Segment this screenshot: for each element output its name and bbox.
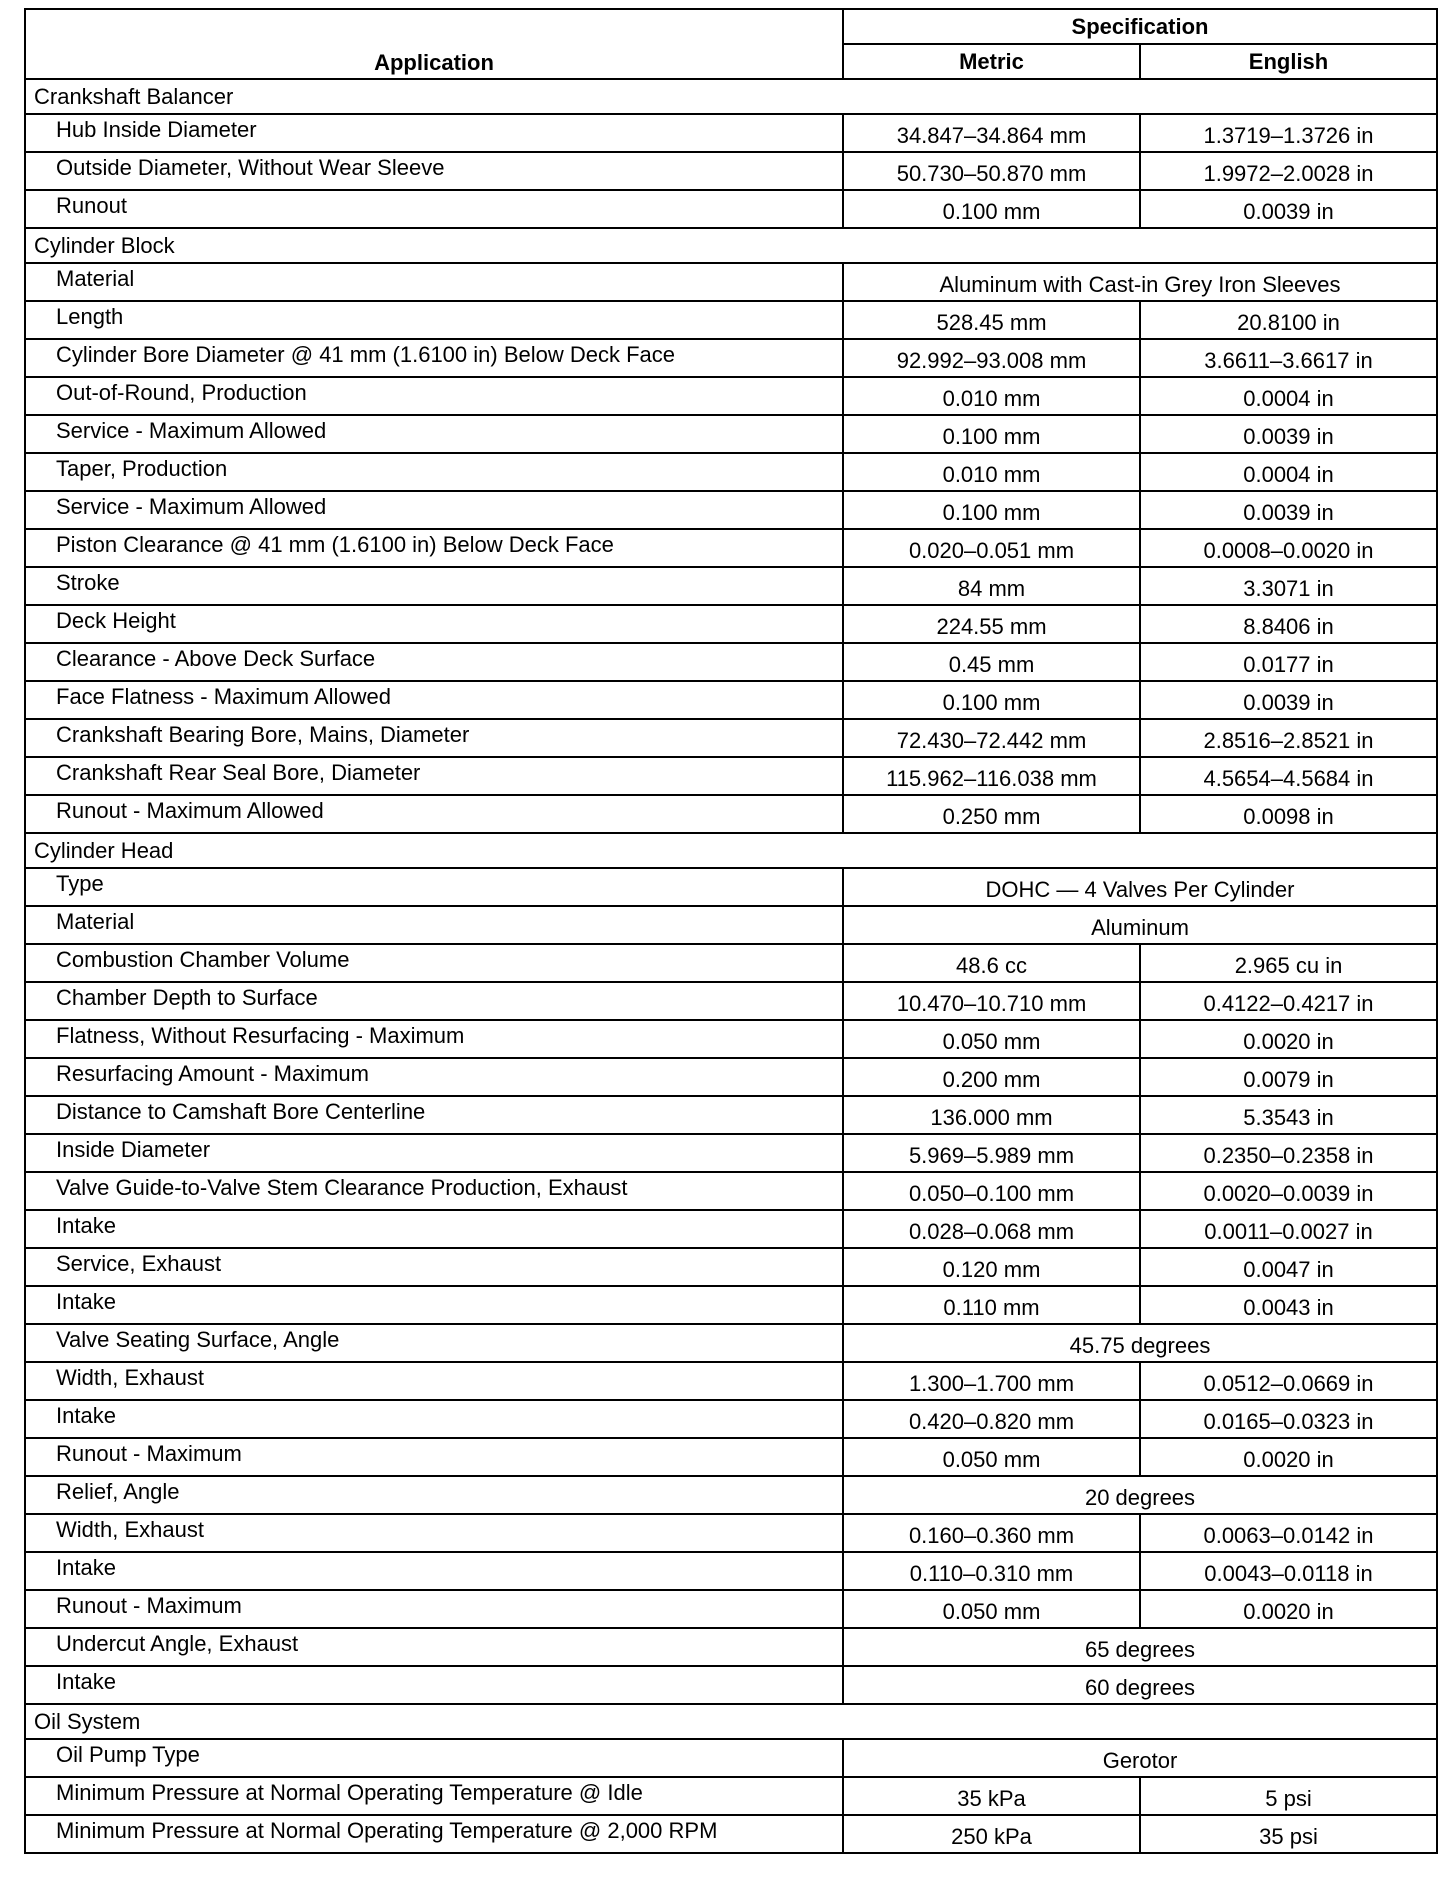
metric-cell: 0.200 mm [843, 1058, 1140, 1096]
metric-cell: 0.010 mm [843, 453, 1140, 491]
table-row [25, 263, 1437, 301]
application-cell: Distance to Camshaft Bore Centerline [25, 1096, 843, 1134]
spec-combined-cell: 60 degrees [843, 1666, 1437, 1704]
application-cell: Flatness, Without Resurfacing - Maximum [25, 1020, 843, 1058]
table-row [25, 1058, 1437, 1096]
application-cell: Runout - Maximum Allowed [25, 795, 843, 833]
table-row [25, 190, 1437, 228]
application-cell: Crankshaft Rear Seal Bore, Diameter [25, 757, 843, 795]
table-row [25, 795, 1437, 833]
application-cell: Taper, Production [25, 453, 843, 491]
section-row [25, 1704, 1437, 1739]
section-title: Oil System [25, 1704, 1437, 1739]
application-cell: Intake [25, 1400, 843, 1438]
application-cell: Clearance - Above Deck Surface [25, 643, 843, 681]
table-row [25, 339, 1437, 377]
english-cell: 0.0004 in [1140, 377, 1437, 415]
metric-cell: 0.100 mm [843, 190, 1140, 228]
english-cell: 0.0020 in [1140, 1590, 1437, 1628]
table-row [25, 377, 1437, 415]
metric-cell: 0.250 mm [843, 795, 1140, 833]
english-cell: 0.0063–0.0142 in [1140, 1514, 1437, 1552]
application-cell: Out-of-Round, Production [25, 377, 843, 415]
table-row [25, 1438, 1437, 1476]
table-row [25, 1628, 1437, 1666]
metric-cell: 0.050–0.100 mm [843, 1172, 1140, 1210]
metric-cell: 224.55 mm [843, 605, 1140, 643]
metric-cell: 34.847–34.864 mm [843, 114, 1140, 152]
application-cell: Minimum Pressure at Normal Operating Temperature @ Idle [25, 1777, 843, 1815]
english-cell: 0.0043 in [1140, 1286, 1437, 1324]
application-cell: Width, Exhaust [25, 1362, 843, 1400]
section-title: Cylinder Head [25, 833, 1437, 868]
spec-combined-cell: Aluminum [843, 906, 1437, 944]
spec-combined-cell: 45.75 degrees [843, 1324, 1437, 1362]
table-row [25, 681, 1437, 719]
table-row [25, 1777, 1437, 1815]
english-cell: 0.0079 in [1140, 1058, 1437, 1096]
table-row [25, 1739, 1437, 1777]
table-row [25, 1476, 1437, 1514]
english-cell: 0.0011–0.0027 in [1140, 1210, 1437, 1248]
table-row [25, 605, 1437, 643]
english-cell: 0.0039 in [1140, 415, 1437, 453]
application-cell: Outside Diameter, Without Wear Sleeve [25, 152, 843, 190]
spec-combined-cell: 65 degrees [843, 1628, 1437, 1666]
specification-header: Specification [843, 9, 1437, 44]
metric-cell: 0.010 mm [843, 377, 1140, 415]
application-cell: Runout - Maximum [25, 1590, 843, 1628]
table-row [25, 1362, 1437, 1400]
application-cell: Runout - Maximum [25, 1438, 843, 1476]
application-cell: Service, Exhaust [25, 1248, 843, 1286]
application-cell: Intake [25, 1210, 843, 1248]
table-row [25, 1020, 1437, 1058]
table-row [25, 114, 1437, 152]
metric-header: Metric [843, 44, 1140, 79]
application-cell: Combustion Chamber Volume [25, 944, 843, 982]
english-cell: 0.0020 in [1140, 1438, 1437, 1476]
metric-cell: 10.470–10.710 mm [843, 982, 1140, 1020]
english-cell: 3.6611–3.6617 in [1140, 339, 1437, 377]
english-cell: 0.0004 in [1140, 453, 1437, 491]
spec-combined-cell: Aluminum with Cast-in Grey Iron Sleeves [843, 263, 1437, 301]
application-cell: Intake [25, 1552, 843, 1590]
english-cell: 5 psi [1140, 1777, 1437, 1815]
english-cell: 0.0165–0.0323 in [1140, 1400, 1437, 1438]
metric-cell: 0.420–0.820 mm [843, 1400, 1140, 1438]
english-cell: 0.0177 in [1140, 643, 1437, 681]
table-row [25, 453, 1437, 491]
table-row [25, 757, 1437, 795]
english-cell: 3.3071 in [1140, 567, 1437, 605]
metric-cell: 136.000 mm [843, 1096, 1140, 1134]
english-cell: 0.0043–0.0118 in [1140, 1552, 1437, 1590]
english-cell: 8.8406 in [1140, 605, 1437, 643]
section-title: Crankshaft Balancer [25, 79, 1437, 114]
table-row [25, 868, 1437, 906]
table-body [25, 79, 1437, 1853]
metric-cell: 0.100 mm [843, 681, 1140, 719]
english-cell: 0.0047 in [1140, 1248, 1437, 1286]
english-cell: 0.0039 in [1140, 190, 1437, 228]
section-row [25, 79, 1437, 114]
metric-cell: 35 kPa [843, 1777, 1140, 1815]
application-cell: Face Flatness - Maximum Allowed [25, 681, 843, 719]
metric-cell: 0.050 mm [843, 1438, 1140, 1476]
english-cell: 2.8516–2.8521 in [1140, 719, 1437, 757]
table-row [25, 906, 1437, 944]
table-row [25, 415, 1437, 453]
table-row [25, 1172, 1437, 1210]
table-row [25, 567, 1437, 605]
english-cell: 0.0098 in [1140, 795, 1437, 833]
section-title: Cylinder Block [25, 228, 1437, 263]
application-cell: Runout [25, 190, 843, 228]
metric-cell: 1.300–1.700 mm [843, 1362, 1140, 1400]
metric-cell: 0.050 mm [843, 1020, 1140, 1058]
english-cell: 1.3719–1.3726 in [1140, 114, 1437, 152]
table-row [25, 529, 1437, 567]
application-header: Application [25, 9, 843, 79]
metric-cell: 0.050 mm [843, 1590, 1140, 1628]
application-cell: Valve Seating Surface, Angle [25, 1324, 843, 1362]
english-cell: 20.8100 in [1140, 301, 1437, 339]
spec-combined-cell: DOHC — 4 Valves Per Cylinder [843, 868, 1437, 906]
metric-cell: 0.100 mm [843, 491, 1140, 529]
english-cell: 4.5654–4.5684 in [1140, 757, 1437, 795]
metric-cell: 0.100 mm [843, 415, 1140, 453]
application-cell: Cylinder Bore Diameter @ 41 mm (1.6100 in) Below Deck Face [25, 339, 843, 377]
english-cell: 5.3543 in [1140, 1096, 1437, 1134]
application-cell: Undercut Angle, Exhaust [25, 1628, 843, 1666]
table-row [25, 1210, 1437, 1248]
metric-cell: 0.028–0.068 mm [843, 1210, 1140, 1248]
section-row [25, 833, 1437, 868]
english-cell: 0.0039 in [1140, 681, 1437, 719]
english-cell: 0.0039 in [1140, 491, 1437, 529]
metric-cell: 48.6 cc [843, 944, 1140, 982]
application-cell: Valve Guide-to-Valve Stem Clearance Production, Exhaust [25, 1172, 843, 1210]
table-row [25, 1666, 1437, 1704]
specification-table [24, 8, 1438, 1854]
metric-cell: 528.45 mm [843, 301, 1140, 339]
table-row [25, 1134, 1437, 1172]
table-row [25, 152, 1437, 190]
table-row [25, 491, 1437, 529]
application-cell: Inside Diameter [25, 1134, 843, 1172]
application-cell: Resurfacing Amount - Maximum [25, 1058, 843, 1096]
application-cell: Length [25, 301, 843, 339]
table-row [25, 1514, 1437, 1552]
application-cell: Width, Exhaust [25, 1514, 843, 1552]
metric-cell: 0.45 mm [843, 643, 1140, 681]
application-cell: Material [25, 263, 843, 301]
table-row [25, 643, 1437, 681]
metric-cell: 250 kPa [843, 1815, 1140, 1853]
application-cell: Stroke [25, 567, 843, 605]
application-cell: Material [25, 906, 843, 944]
application-cell: Chamber Depth to Surface [25, 982, 843, 1020]
table-row [25, 1324, 1437, 1362]
application-cell: Intake [25, 1666, 843, 1704]
table-row [25, 944, 1437, 982]
application-cell: Crankshaft Bearing Bore, Mains, Diameter [25, 719, 843, 757]
application-cell: Piston Clearance @ 41 mm (1.6100 in) Below Deck Face [25, 529, 843, 567]
application-cell: Type [25, 868, 843, 906]
metric-cell: 72.430–72.442 mm [843, 719, 1140, 757]
application-cell: Oil Pump Type [25, 1739, 843, 1777]
table-row [25, 1286, 1437, 1324]
metric-cell: 5.969–5.989 mm [843, 1134, 1140, 1172]
english-cell: 1.9972–2.0028 in [1140, 152, 1437, 190]
application-cell: Hub Inside Diameter [25, 114, 843, 152]
table-row [25, 1400, 1437, 1438]
application-cell: Intake [25, 1286, 843, 1324]
english-cell: 0.4122–0.4217 in [1140, 982, 1437, 1020]
application-cell: Service - Maximum Allowed [25, 491, 843, 529]
table-row [25, 301, 1437, 339]
english-cell: 35 psi [1140, 1815, 1437, 1853]
english-cell: 0.0020 in [1140, 1020, 1437, 1058]
english-cell: 0.0020–0.0039 in [1140, 1172, 1437, 1210]
section-row [25, 228, 1437, 263]
application-cell: Relief, Angle [25, 1476, 843, 1514]
english-cell: 2.965 cu in [1140, 944, 1437, 982]
metric-cell: 0.160–0.360 mm [843, 1514, 1140, 1552]
metric-cell: 92.992–93.008 mm [843, 339, 1140, 377]
spec-combined-cell: Gerotor [843, 1739, 1437, 1777]
metric-cell: 0.120 mm [843, 1248, 1140, 1286]
table-row [25, 1815, 1437, 1853]
table-row [25, 1552, 1437, 1590]
metric-cell: 0.110–0.310 mm [843, 1552, 1140, 1590]
spec-combined-cell: 20 degrees [843, 1476, 1437, 1514]
table-row [25, 1248, 1437, 1286]
application-cell: Deck Height [25, 605, 843, 643]
table-row [25, 982, 1437, 1020]
table-row [25, 1590, 1437, 1628]
metric-cell: 0.020–0.051 mm [843, 529, 1140, 567]
english-header: English [1140, 44, 1437, 79]
application-cell: Service - Maximum Allowed [25, 415, 843, 453]
english-cell: 0.0512–0.0669 in [1140, 1362, 1437, 1400]
english-cell: 0.0008–0.0020 in [1140, 529, 1437, 567]
metric-cell: 50.730–50.870 mm [843, 152, 1140, 190]
table-row [25, 719, 1437, 757]
metric-cell: 115.962–116.038 mm [843, 757, 1140, 795]
table-row [25, 1096, 1437, 1134]
english-cell: 0.2350–0.2358 in [1140, 1134, 1437, 1172]
application-cell: Minimum Pressure at Normal Operating Temperature @ 2,000 RPM [25, 1815, 843, 1853]
table-header [25, 9, 1437, 79]
metric-cell: 84 mm [843, 567, 1140, 605]
metric-cell: 0.110 mm [843, 1286, 1140, 1324]
